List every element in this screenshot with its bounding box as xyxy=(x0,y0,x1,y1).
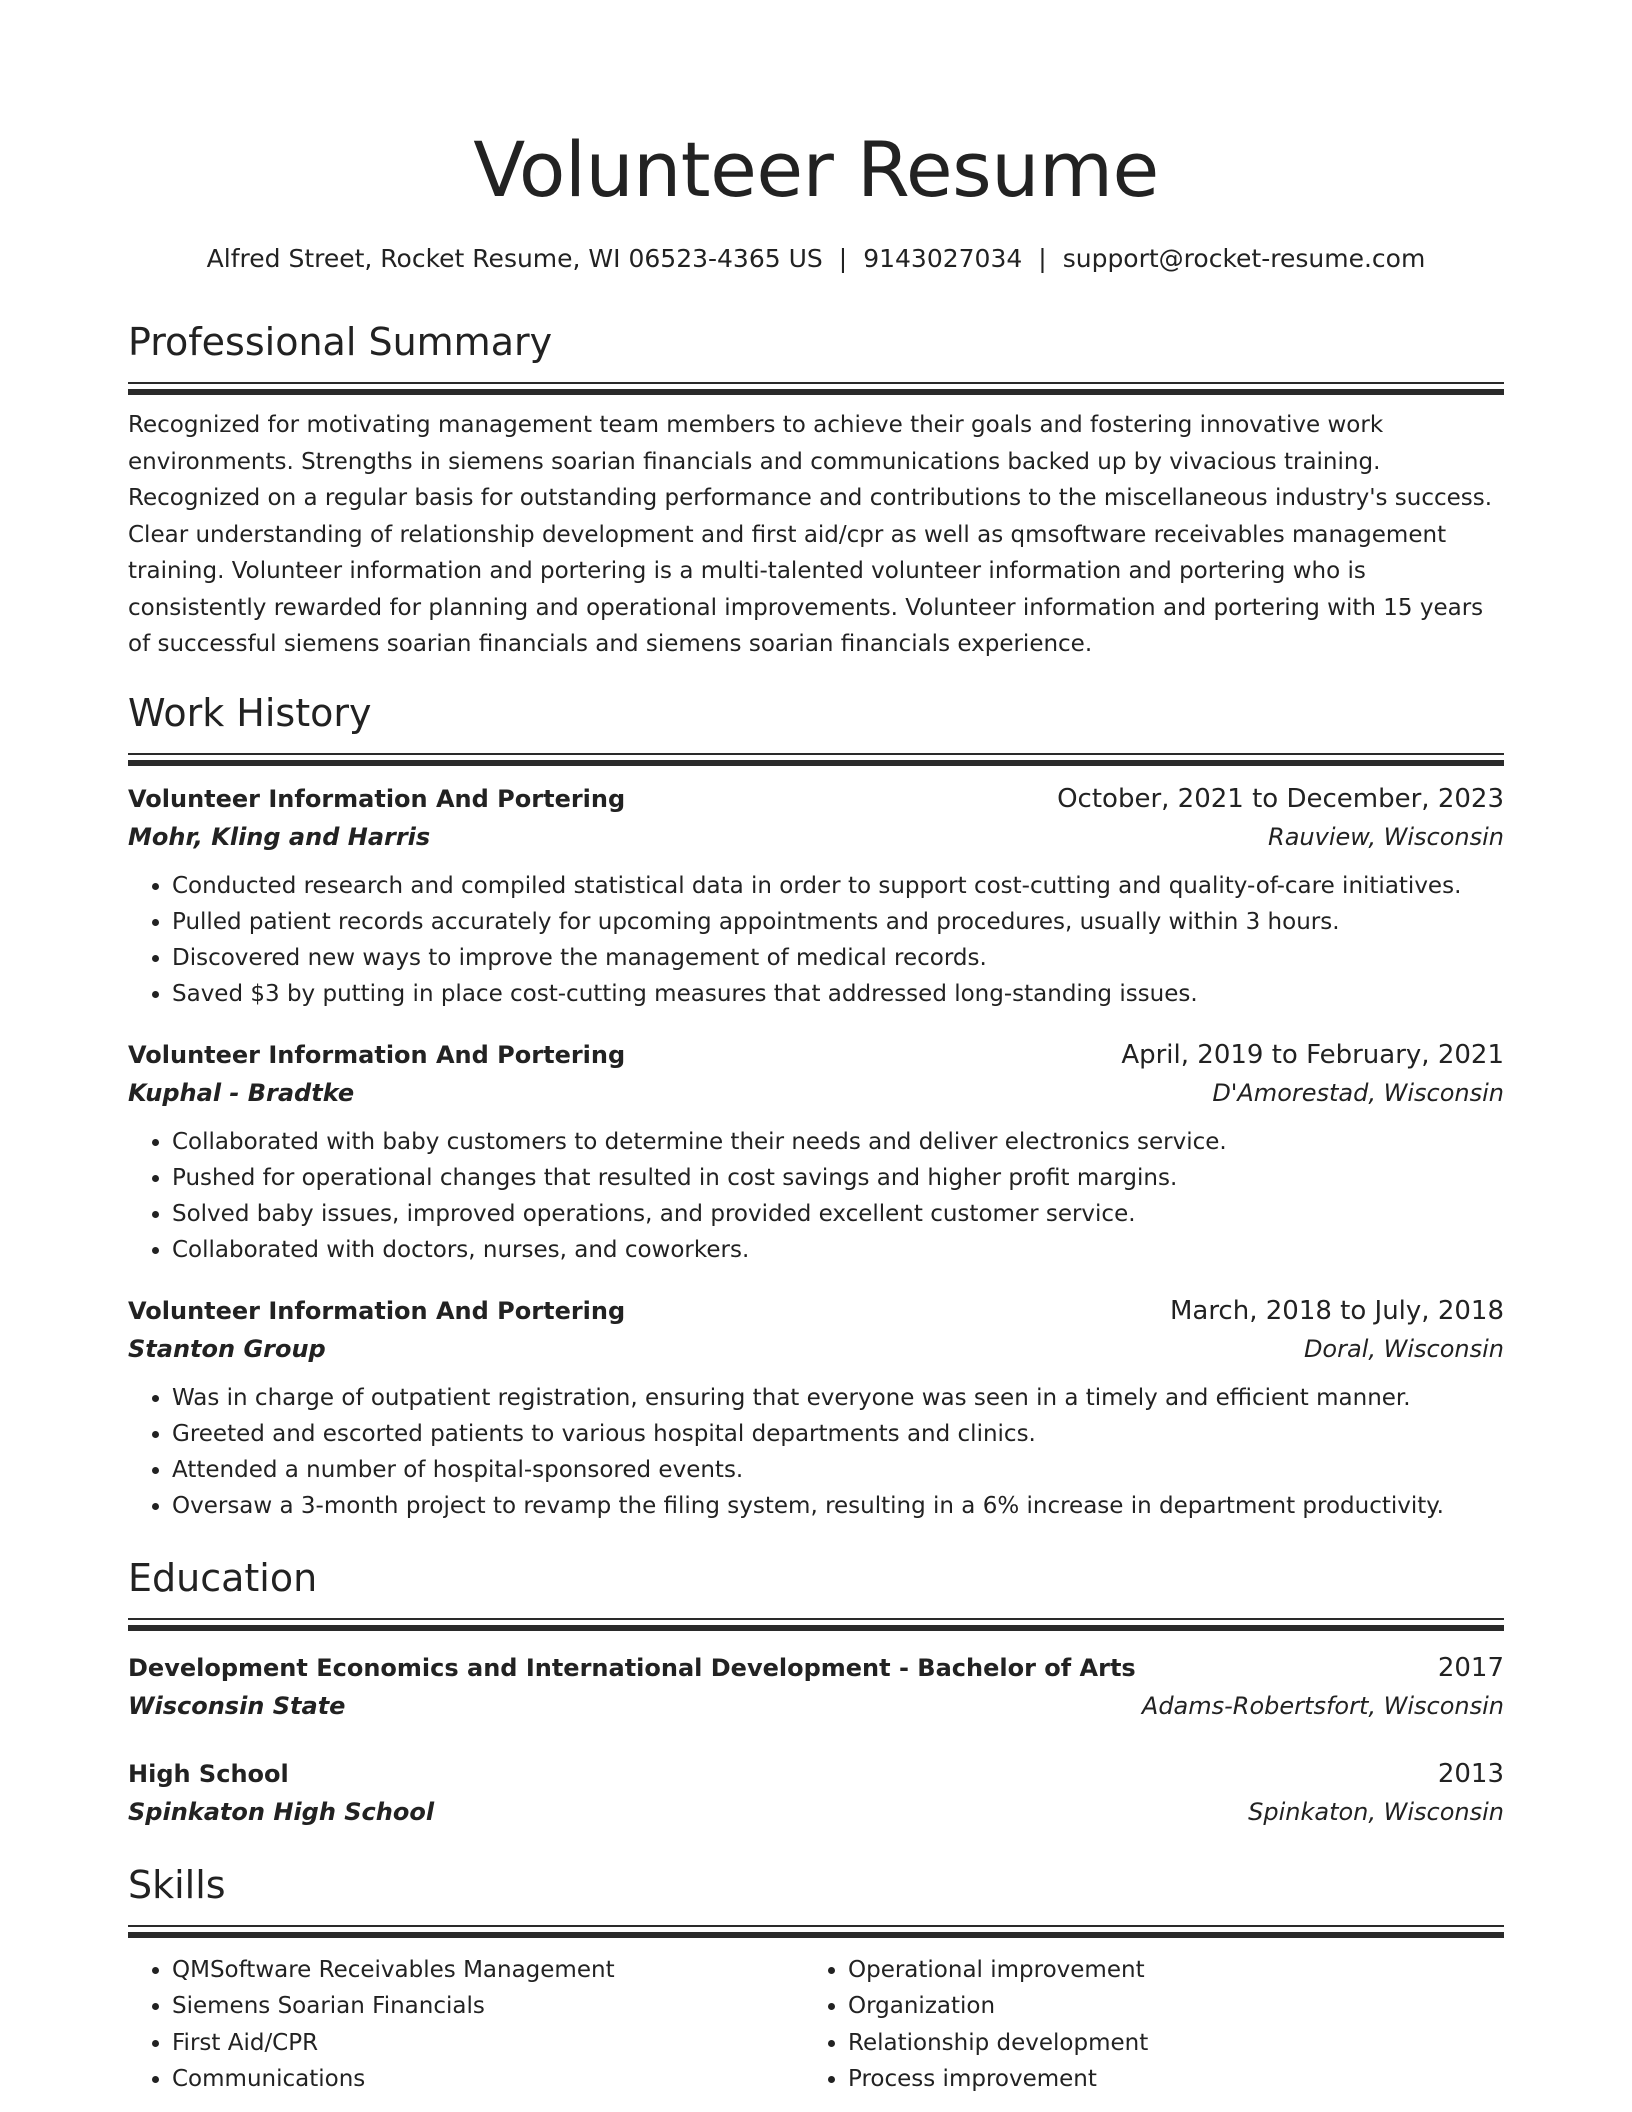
education-degree: High School xyxy=(128,1759,289,1788)
skills-list-right xyxy=(804,1952,1480,2098)
job-company: Kuphal - Bradtke xyxy=(128,1078,355,1107)
skill-item: • QMSoftware Receivables Management xyxy=(172,1952,804,1989)
job-bullet: • Collaborated with doctors, nurses, and coworkers. xyxy=(172,1232,1504,1268)
resume-title: Volunteer Resume xyxy=(473,125,1159,214)
job-bullet: • Collaborated with baby customers to determine their needs and deliver electronics service. xyxy=(172,1124,1504,1160)
job-bullet: • Discovered new ways to improve the management of medical records. xyxy=(172,940,1504,976)
job-bullets xyxy=(128,1124,1504,1268)
education-location: Adams-Robertsfort, Wisconsin xyxy=(1141,1691,1504,1720)
job-bullet: • Conducted research and compiled statistical data in order to support cost-cutting and quality-of-care initiatives. xyxy=(172,868,1504,904)
section-rule-thick xyxy=(128,1932,1504,1938)
job-location: Doral, Wisconsin xyxy=(1303,1334,1504,1363)
work-history-section xyxy=(128,687,1504,1524)
section-rule xyxy=(128,1618,1504,1620)
education-location: Spinkaton, Wisconsin xyxy=(1248,1797,1504,1826)
contact-separator: | xyxy=(838,244,848,273)
job-bullet: • Oversaw a 3-month project to revamp the filing system, resulting in a 6% increase in department productivity. xyxy=(172,1488,1504,1524)
resume-page xyxy=(128,0,1504,2098)
job-bullet: • Was in charge of outpatient registration, ensuring that everyone was seen in a timely and efficient manner. xyxy=(172,1380,1504,1416)
education-year: 2017 xyxy=(1437,1652,1504,1683)
job-bullet: • Attended a number of hospital-sponsored events. xyxy=(172,1452,1504,1488)
job-bullet: • Greeted and escorted patients to various hospital departments and clinics. xyxy=(172,1416,1504,1452)
section-heading-education: Education xyxy=(128,1555,318,1600)
summary-text: Recognized for motivating management team members to achieve their goals and fostering innovative work environments. Strengths in siemens soarian financials and communications backed up by vivacious training. Recognized on a regular basis for outstanding performance and contributions to the miscellaneous industry's success. Clear understanding of relationship development and first aid/cpr as well as qmsoftware receivables management training. Volunteer information and portering is a multi-talented volunteer information and portering who is consistently rewarded for planning and operational improvements. Volunteer information and portering with 15 years of successful siemens soarian financials and siemens soarian financials experience. xyxy=(128,412,1493,657)
education-school: Wisconsin State xyxy=(128,1691,346,1720)
job-entry xyxy=(128,1292,1504,1524)
job-location: D'Amorestad, Wisconsin xyxy=(1212,1078,1504,1107)
section-heading-summary: Professional Summary xyxy=(128,320,553,364)
education-year: 2013 xyxy=(1437,1758,1504,1789)
job-entry xyxy=(128,1036,1504,1268)
education-entry xyxy=(128,1755,1504,1831)
job-bullets xyxy=(128,1380,1504,1524)
job-bullet: • Saved $3 by putting in place cost-cutting measures that addressed long-standing issues. xyxy=(172,976,1504,1012)
job-bullets xyxy=(128,868,1504,1012)
skill-item: • Organization xyxy=(848,1988,1480,2025)
skill-item: • First Aid/CPR xyxy=(172,2025,804,2062)
job-bullet: • Pushed for operational changes that resulted in cost savings and higher profit margins. xyxy=(172,1160,1504,1196)
summary-section xyxy=(128,316,1504,663)
skill-item: • Process improvement xyxy=(848,2061,1480,2098)
contact-email: support@rocket-resume.com xyxy=(1062,244,1426,273)
job-bullet: • Pulled patient records accurately for upcoming appointments and procedures, usually within 3 hours. xyxy=(172,904,1504,940)
job-dates: March, 2018 to July, 2018 xyxy=(1169,1295,1504,1326)
skills-list-left xyxy=(128,1952,804,2098)
skills-grid xyxy=(128,1952,1504,2098)
job-company: Stanton Group xyxy=(128,1334,326,1363)
contact-address: Alfred Street, Rocket Resume, WI 06523-4365 US xyxy=(206,244,823,273)
job-title: Volunteer Information And Portering xyxy=(128,1296,626,1325)
section-rule-thick xyxy=(128,760,1504,766)
skill-item: • Relationship development xyxy=(848,2025,1480,2062)
skill-item: • Operational improvement xyxy=(848,1952,1480,1989)
job-company: Mohr, Kling and Harris xyxy=(128,822,431,851)
job-dates: April, 2019 to February, 2021 xyxy=(1121,1039,1504,1070)
section-heading-work-history: Work History xyxy=(128,690,372,735)
section-rule xyxy=(128,1925,1504,1927)
education-entry xyxy=(128,1649,1504,1725)
skill-item: • Communications xyxy=(172,2061,804,2098)
contact-phone: 9143027034 xyxy=(863,244,1023,273)
section-heading-skills: Skills xyxy=(128,1862,226,1907)
job-title: Volunteer Information And Portering xyxy=(128,784,626,813)
job-entry xyxy=(128,780,1504,1012)
job-location: Rauview, Wisconsin xyxy=(1268,822,1504,851)
section-rule xyxy=(128,382,1504,384)
section-rule-thick xyxy=(128,389,1504,395)
education-section xyxy=(128,1552,1504,1831)
education-school: Spinkaton High School xyxy=(128,1797,435,1826)
skills-section xyxy=(128,1859,1504,2098)
section-rule xyxy=(128,753,1504,755)
section-rule-thick xyxy=(128,1625,1504,1631)
job-title: Volunteer Information And Portering xyxy=(128,1040,626,1069)
education-degree: Development Economics and International Development - Bachelor of Arts xyxy=(128,1653,1136,1682)
contact-separator: | xyxy=(1038,244,1047,273)
skill-item: • Siemens Soarian Financials xyxy=(172,1988,804,2025)
job-bullet: • Solved baby issues, improved operations, and provided excellent customer service. xyxy=(172,1196,1504,1232)
contact-line xyxy=(128,242,1504,276)
job-dates: October, 2021 to December, 2023 xyxy=(1057,783,1504,814)
